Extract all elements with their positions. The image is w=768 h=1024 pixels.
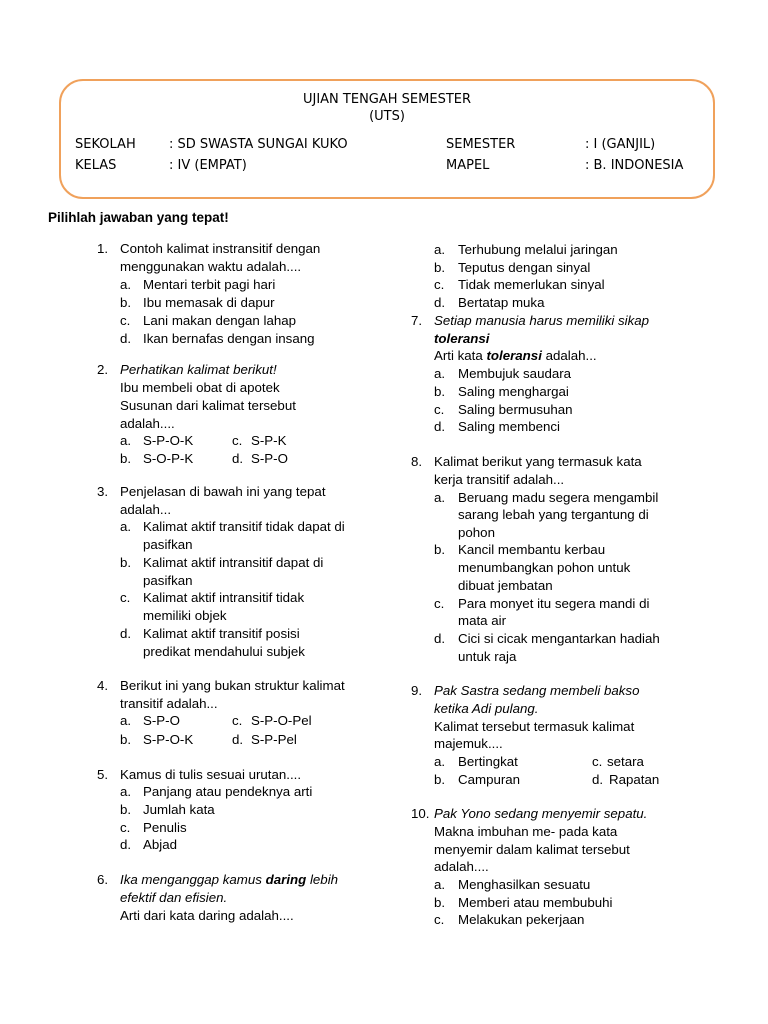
option-letter: b. [434, 260, 446, 275]
option-text: Cici si cicak mengantarkan hadiah [458, 631, 660, 646]
option-letter: a. [120, 433, 132, 448]
option-letter: d. [434, 419, 446, 434]
semester-value: : I (GANJIL) [585, 137, 656, 152]
question-text: Arti kata toleransi adalah... [434, 348, 597, 363]
question-text: Ika menganggap kamus daring lebih [120, 872, 339, 887]
mapel-label: MAPEL [446, 158, 490, 173]
question-number: 8. [411, 454, 423, 469]
option-text: mata air [458, 613, 507, 628]
question-text: Ibu membeli obat di apotek [120, 380, 280, 395]
kelas-value: : IV (EMPAT) [169, 158, 247, 173]
option-text: sarang lebah yang tergantung di [458, 507, 649, 522]
question-text: adalah.... [120, 416, 175, 431]
option-letter: d. [232, 732, 244, 747]
option-text: Kalimat aktif transitif tidak dapat di [143, 519, 345, 534]
option-text: setara [607, 754, 644, 769]
option-letter: d. [120, 626, 132, 641]
option-text: Kalimat aktif transitif posisi [143, 626, 300, 641]
question-text: Perhatikan kalimat berikut! [120, 362, 277, 377]
question-text: Setiap manusia harus memiliki sikap [434, 313, 650, 328]
option-letter: c. [120, 590, 131, 605]
option-text: S-P-O-K [143, 732, 194, 747]
option-text: S-P-O [251, 451, 288, 466]
question-text: Arti dari kata daring adalah.... [120, 908, 294, 923]
question-text: transitif adalah... [120, 696, 218, 711]
emphasis-word: daring [265, 872, 307, 887]
question-text: toleransi [434, 331, 490, 346]
option-text: dibuat jembatan [458, 578, 553, 593]
question-text: Penjelasan di bawah ini yang tepat [120, 484, 326, 499]
option-letter: a. [120, 519, 132, 534]
option-letter: c. [434, 596, 445, 611]
option-text: Ikan bernafas dengan insang [143, 331, 315, 346]
option-letter: c. [434, 277, 445, 292]
option-text: Beruang madu segera mengambil [458, 490, 659, 505]
option-text: Kancil membantu kerbau [458, 542, 606, 557]
option-letter: d. [434, 631, 446, 646]
option-text: pasifkan [143, 573, 193, 588]
option-text: S-O-P-K [143, 451, 194, 466]
option-text: Bertatap muka [458, 295, 545, 310]
option-text: Penulis [143, 820, 187, 835]
instruction: Pilihlah jawaban yang tepat! [48, 210, 229, 225]
option-text: Panjang atau pendeknya arti [143, 784, 313, 799]
option-text: Ibu memasak di dapur [143, 295, 275, 310]
option-text: Abjad [143, 837, 178, 852]
kelas-label: KELAS [75, 158, 117, 173]
option-text: Rapatan [609, 772, 660, 787]
option-text: Lani makan dengan lahap [143, 313, 297, 328]
option-letter: c. [434, 402, 445, 417]
exam-header-box [59, 79, 715, 199]
question-number: 10. [411, 806, 430, 821]
option-letter: b. [120, 802, 132, 817]
option-text: S-P-O [143, 713, 180, 728]
option-letter: b. [434, 895, 446, 910]
option-text: Mentari terbit pagi hari [143, 277, 276, 292]
question-text: Pak Yono sedang menyemir sepatu. [434, 806, 648, 821]
option-text: Teputus dengan sinyal [458, 260, 591, 275]
question-text: adalah... [120, 502, 172, 517]
sekolah-value: : SD SWASTA SUNGAI KUKO [169, 137, 348, 152]
option-text: menumbangkan pohon untuk [458, 560, 631, 575]
exam-subtitle: (UTS) [369, 109, 405, 124]
option-letter: a. [120, 713, 132, 728]
option-letter: a. [434, 490, 446, 505]
option-letter: a. [120, 784, 132, 799]
option-text: Bertingkat [458, 754, 518, 769]
option-text: Terhubung melalui jaringan [458, 242, 618, 257]
option-letter: c. [434, 912, 445, 927]
option-text: Kalimat aktif intransitif tidak [143, 590, 305, 605]
option-letter: c. [232, 433, 243, 448]
question-number: 4. [97, 678, 109, 693]
question-text: adalah.... [434, 859, 489, 874]
option-letter: d. [232, 451, 244, 466]
question-text: ketika Adi pulang. [434, 701, 539, 716]
question-text: Contoh kalimat instransitif dengan [120, 241, 321, 256]
question-number: 7. [411, 313, 423, 328]
semester-label: SEMESTER [446, 137, 516, 152]
option-letter: d. [434, 295, 446, 310]
option-text: Tidak memerlukan sinyal [458, 277, 605, 292]
option-letter: a. [434, 754, 446, 769]
question-text: Kalimat berikut yang termasuk kata [434, 454, 642, 469]
option-letter: b. [120, 451, 132, 466]
option-text: Saling bermusuhan [458, 402, 573, 417]
question-text: Berikut ini yang bukan struktur kalimat [120, 678, 345, 693]
exam-title: UJIAN TENGAH SEMESTER [302, 92, 472, 107]
question-text: menyemir dalam kalimat tersebut [434, 842, 630, 857]
question-text: efektif dan efisien. [120, 890, 228, 905]
emphasis-word: toleransi [486, 348, 542, 363]
option-text: S-P-Pel [251, 732, 297, 747]
option-text: Jumlah kata [143, 802, 215, 817]
question-number: 6. [97, 872, 109, 887]
option-text: Campuran [458, 772, 521, 787]
option-letter: c. [120, 820, 131, 835]
question-number: 1. [97, 241, 109, 256]
option-letter: a. [434, 366, 446, 381]
option-letter: a. [120, 277, 132, 292]
option-text: Memberi atau membubuhi [458, 895, 613, 910]
option-text: Saling membenci [458, 419, 560, 434]
question-text: majemuk.... [434, 736, 503, 751]
question-text: kerja transitif adalah... [434, 472, 565, 487]
sekolah-label: SEKOLAH [75, 137, 136, 152]
option-text: Membujuk saudara [458, 366, 572, 381]
option-text: pasifkan [143, 537, 193, 552]
option-letter: a. [434, 242, 446, 257]
option-text: memiliki objek [143, 608, 227, 623]
option-text: Menghasilkan sesuatu [458, 877, 591, 892]
question-text: menggunakan waktu adalah.... [120, 259, 302, 274]
option-letter: b. [434, 384, 446, 399]
question-text: Susunan dari kalimat tersebut [120, 398, 296, 413]
option-text: Melakukan pekerjaan [458, 912, 585, 927]
option-text: S-P-K [251, 433, 287, 448]
option-letter: d. [120, 331, 132, 346]
question-number: 2. [97, 362, 109, 377]
option-letter: d. [120, 837, 132, 852]
option-letter: d. [592, 772, 604, 787]
option-letter: b. [120, 295, 132, 310]
question-text: Makna imbuhan me- pada kata [434, 824, 618, 839]
option-text: Kalimat aktif intransitif dapat di [143, 555, 324, 570]
option-text: Saling menghargai [458, 384, 569, 399]
option-text: predikat mendahului subjek [143, 644, 305, 659]
question-text: Pak Sastra sedang membeli bakso [434, 683, 640, 698]
question-number: 3. [97, 484, 109, 499]
option-letter: b. [120, 732, 132, 747]
mapel-value: : B. INDONESIA [585, 158, 684, 173]
option-letter: b. [434, 542, 446, 557]
option-text: S-P-O-K [143, 433, 194, 448]
option-letter: c. [120, 313, 131, 328]
option-letter: a. [434, 877, 446, 892]
option-text: untuk raja [458, 649, 517, 664]
option-letter: b. [120, 555, 132, 570]
option-letter: c. [592, 754, 603, 769]
option-text: Para monyet itu segera mandi di [458, 596, 650, 611]
option-letter: b. [434, 772, 446, 787]
option-letter: c. [232, 713, 243, 728]
option-text: pohon [458, 525, 495, 540]
question-number: 9. [411, 683, 423, 698]
option-text: S-P-O-Pel [251, 713, 312, 728]
question-text: Kamus di tulis sesuai urutan.... [120, 767, 302, 782]
question-text: Kalimat tersebut termasuk kalimat [434, 719, 635, 734]
question-number: 5. [97, 767, 109, 782]
